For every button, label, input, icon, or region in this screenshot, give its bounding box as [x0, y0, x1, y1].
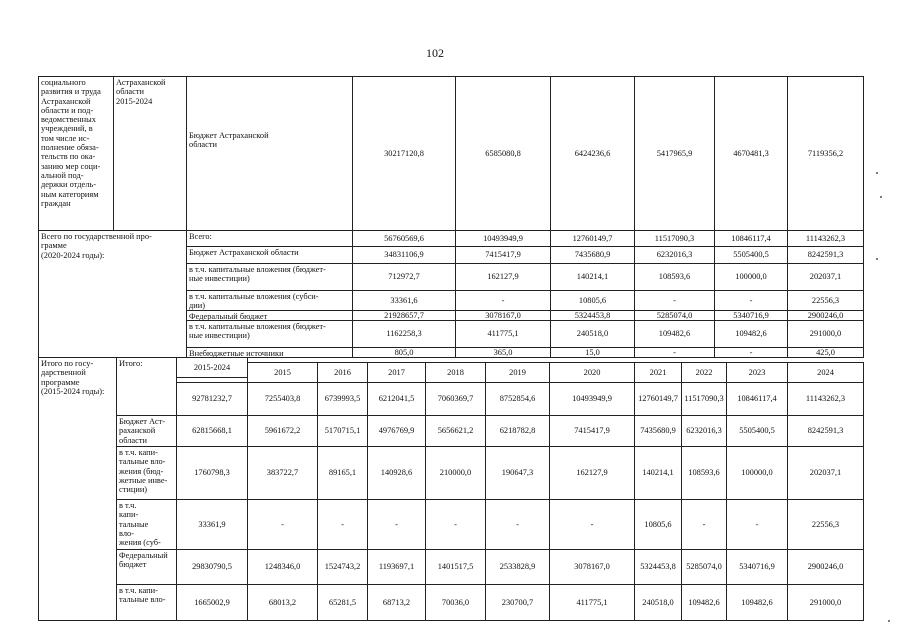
- value-cell: 2900246,0: [787, 549, 864, 585]
- section3-label: Итого по госу- дарственной программе (2015-2024 годы):: [38, 357, 117, 621]
- row-label: в т.ч. капи- тальные вло- жения (суб-: [116, 499, 177, 550]
- value-cell: 3078167,0: [549, 549, 635, 585]
- value-cell: 230700,7: [485, 584, 550, 621]
- value-cell: 1760798,3: [176, 446, 248, 500]
- executor-cell: Астраханской области 2015-2024: [113, 76, 187, 231]
- value-cell: 190647,3: [485, 446, 550, 500]
- value-cell: 10493949,9: [549, 382, 635, 416]
- year-header: 2015: [247, 362, 318, 383]
- value-cell: 70036,0: [425, 584, 486, 621]
- value-cell: 6585080,8: [455, 76, 551, 231]
- year-header: 2021: [634, 362, 682, 383]
- value-cell: 5505400,5: [714, 246, 788, 264]
- value-cell: 5170715,1: [317, 415, 368, 447]
- scan-speck: [888, 620, 890, 622]
- value-cell: 8242591,3: [787, 246, 864, 264]
- year-header: 2015-2024: [176, 357, 248, 378]
- value-cell: 140214,1: [550, 263, 635, 291]
- value-cell: 5340716,9: [726, 549, 788, 585]
- section2-label: Всего по государственной про- грамме (2020-2024 годы):: [38, 230, 187, 358]
- value-cell: 162127,9: [455, 263, 551, 291]
- value-cell: 100000,0: [714, 263, 788, 291]
- year-header: 2022: [681, 362, 727, 383]
- row-label: Федеральный бюджет: [116, 549, 177, 585]
- value-cell: 805,0: [352, 347, 456, 358]
- value-cell: 11517090,3: [681, 382, 727, 416]
- value-cell: 202037,1: [787, 263, 864, 291]
- total-label: Итого:: [116, 357, 177, 416]
- value-cell: 2533828,9: [485, 549, 550, 585]
- value-cell: 89165,1: [317, 446, 368, 500]
- value-cell: 210000,0: [425, 446, 486, 500]
- value-cell: 140928,6: [367, 446, 426, 500]
- value-cell: 6232016,3: [634, 246, 715, 264]
- value-cell: -: [549, 499, 635, 550]
- row-label: в т.ч. капи- тальные вло- жения (бюд- жетные инве- стиции): [116, 446, 177, 500]
- value-cell: 6218782,8: [485, 415, 550, 447]
- value-cell: 240518,0: [634, 584, 682, 621]
- year-header: 2024: [787, 362, 864, 383]
- scan-speck: [876, 258, 878, 260]
- value-cell: 6424236,6: [550, 76, 635, 231]
- value-cell: 411775,1: [549, 584, 635, 621]
- year-header: 2016: [317, 362, 368, 383]
- value-cell: 8752854,6: [485, 382, 550, 416]
- value-cell: 1665002,9: [176, 584, 248, 621]
- value-cell: 4976769,9: [367, 415, 426, 447]
- value-cell: 1524743,2: [317, 549, 368, 585]
- year-header: 2020: [549, 362, 635, 383]
- value-cell: 65281,5: [317, 584, 368, 621]
- value-cell: -: [455, 290, 551, 311]
- value-cell: 100000,0: [726, 446, 788, 500]
- value-cell: 411775,1: [455, 320, 551, 348]
- value-cell: 6212041,5: [367, 382, 426, 416]
- value-cell: 6232016,3: [681, 415, 727, 447]
- year-header: 2019: [485, 362, 550, 383]
- value-cell: 202037,1: [787, 446, 864, 500]
- value-cell: 712972,7: [352, 263, 456, 291]
- page-number: 102: [426, 46, 444, 60]
- value-cell: 62815668,1: [176, 415, 248, 447]
- value-cell: 11143262,3: [787, 230, 864, 247]
- value-cell: 22556,3: [787, 290, 864, 311]
- value-cell: 5324453,8: [634, 549, 682, 585]
- value-cell: 5285074,0: [681, 549, 727, 585]
- value-cell: 10805,6: [634, 499, 682, 550]
- value-cell: 5340716,9: [714, 310, 788, 321]
- value-cell: 7060369,7: [425, 382, 486, 416]
- year-header: 2018: [425, 362, 486, 383]
- value-cell: -: [317, 499, 368, 550]
- value-cell: 109482,6: [726, 584, 788, 621]
- value-cell: 7415417,9: [455, 246, 551, 264]
- value-cell: 291000,0: [787, 584, 864, 621]
- value-cell: 33361,9: [176, 499, 248, 550]
- row-label: в т.ч. капи- тальные вло-: [116, 584, 177, 621]
- row-label: Бюджет Аст- раханской области: [116, 415, 177, 447]
- value-cell: 7435680,9: [550, 246, 635, 264]
- value-cell: 34831106,9: [352, 246, 456, 264]
- value-cell: 29830790,5: [176, 549, 248, 585]
- value-cell: 15,0: [550, 347, 635, 358]
- value-cell: 92781232,7: [176, 382, 248, 416]
- scan-speck: [880, 196, 882, 198]
- value-cell: 68713,2: [367, 584, 426, 621]
- value-cell: 291000,0: [787, 320, 864, 348]
- value-cell: 1248346,0: [247, 549, 318, 585]
- year-header: 2017: [367, 362, 426, 383]
- value-cell: 6739993,5: [317, 382, 368, 416]
- value-cell: -: [367, 499, 426, 550]
- value-cell: 109482,6: [634, 320, 715, 348]
- value-cell: -: [634, 347, 715, 358]
- value-cell: 162127,9: [549, 446, 635, 500]
- value-cell: 10846117,4: [714, 230, 788, 247]
- row-label: Всего:: [186, 230, 353, 247]
- value-cell: 108593,6: [681, 446, 727, 500]
- value-cell: 11517090,3: [634, 230, 715, 247]
- value-cell: 5285074,0: [634, 310, 715, 321]
- row-label: в т.ч. капитальные вложения (бюджет- ные инвестиции): [186, 320, 353, 348]
- value-cell: -: [425, 499, 486, 550]
- value-cell: 5656621,2: [425, 415, 486, 447]
- row-label: в т.ч. капитальные вложения (бюджет- ные инвестиции): [186, 263, 353, 291]
- value-cell: -: [485, 499, 550, 550]
- value-cell: 10805,6: [550, 290, 635, 311]
- year-header: 2023: [726, 362, 788, 383]
- row-label: Бюджет Астраханской области: [186, 246, 353, 264]
- value-cell: 140214,1: [634, 446, 682, 500]
- value-cell: 56760569,6: [352, 230, 456, 247]
- value-cell: -: [726, 499, 788, 550]
- value-cell: 425,0: [787, 347, 864, 358]
- value-cell: 109482,6: [681, 584, 727, 621]
- value-cell: 22556,3: [787, 499, 864, 550]
- value-cell: 12760149,7: [634, 382, 682, 416]
- value-cell: 109482,6: [714, 320, 788, 348]
- row-label: Федеральный бюджет: [186, 310, 353, 321]
- value-cell: -: [714, 347, 788, 358]
- value-cell: 10846117,4: [726, 382, 788, 416]
- value-cell: 5505400,5: [726, 415, 788, 447]
- value-cell: 5961672,2: [247, 415, 318, 447]
- source-cell: Бюджет Астраханской области: [186, 76, 353, 231]
- value-cell: 33361,6: [352, 290, 456, 311]
- value-cell: 12760149,7: [550, 230, 635, 247]
- value-cell: 7415417,9: [549, 415, 635, 447]
- value-cell: 8242591,3: [787, 415, 864, 447]
- subject-cell: социального развития и труда Астраханской области и под- ведомственных учреждений, в том числе ис- полнение обяза- тельств по ока- занию мер соци- альной под- держки отдель- ным категориям граждан: [38, 76, 114, 231]
- value-cell: 4670481,3: [714, 76, 788, 231]
- value-cell: -: [681, 499, 727, 550]
- value-cell: 1162258,3: [352, 320, 456, 348]
- value-cell: 30217120,8: [352, 76, 456, 231]
- row-label: в т.ч. капитальные вложения (субси- дии): [186, 290, 353, 311]
- value-cell: -: [714, 290, 788, 311]
- value-cell: 21928657,7: [352, 310, 456, 321]
- value-cell: -: [247, 499, 318, 550]
- value-cell: 5417965,9: [634, 76, 715, 231]
- value-cell: 240518,0: [550, 320, 635, 348]
- value-cell: 1401517,5: [425, 549, 486, 585]
- value-cell: 7119356,2: [787, 76, 864, 231]
- value-cell: 383722,7: [247, 446, 318, 500]
- value-cell: 10493949,9: [455, 230, 551, 247]
- value-cell: 7435680,9: [634, 415, 682, 447]
- value-cell: 365,0: [455, 347, 551, 358]
- value-cell: 2900246,0: [787, 310, 864, 321]
- value-cell: 11143262,3: [787, 382, 864, 416]
- value-cell: 3078167,0: [455, 310, 551, 321]
- value-cell: 68013,2: [247, 584, 318, 621]
- value-cell: 5324453,8: [550, 310, 635, 321]
- value-cell: 7255403,8: [247, 382, 318, 416]
- value-cell: -: [634, 290, 715, 311]
- scan-speck: [876, 172, 878, 174]
- value-cell: 108593,6: [634, 263, 715, 291]
- value-cell: 1193697,1: [367, 549, 426, 585]
- row-label: Внебюджетные источники: [186, 347, 353, 358]
